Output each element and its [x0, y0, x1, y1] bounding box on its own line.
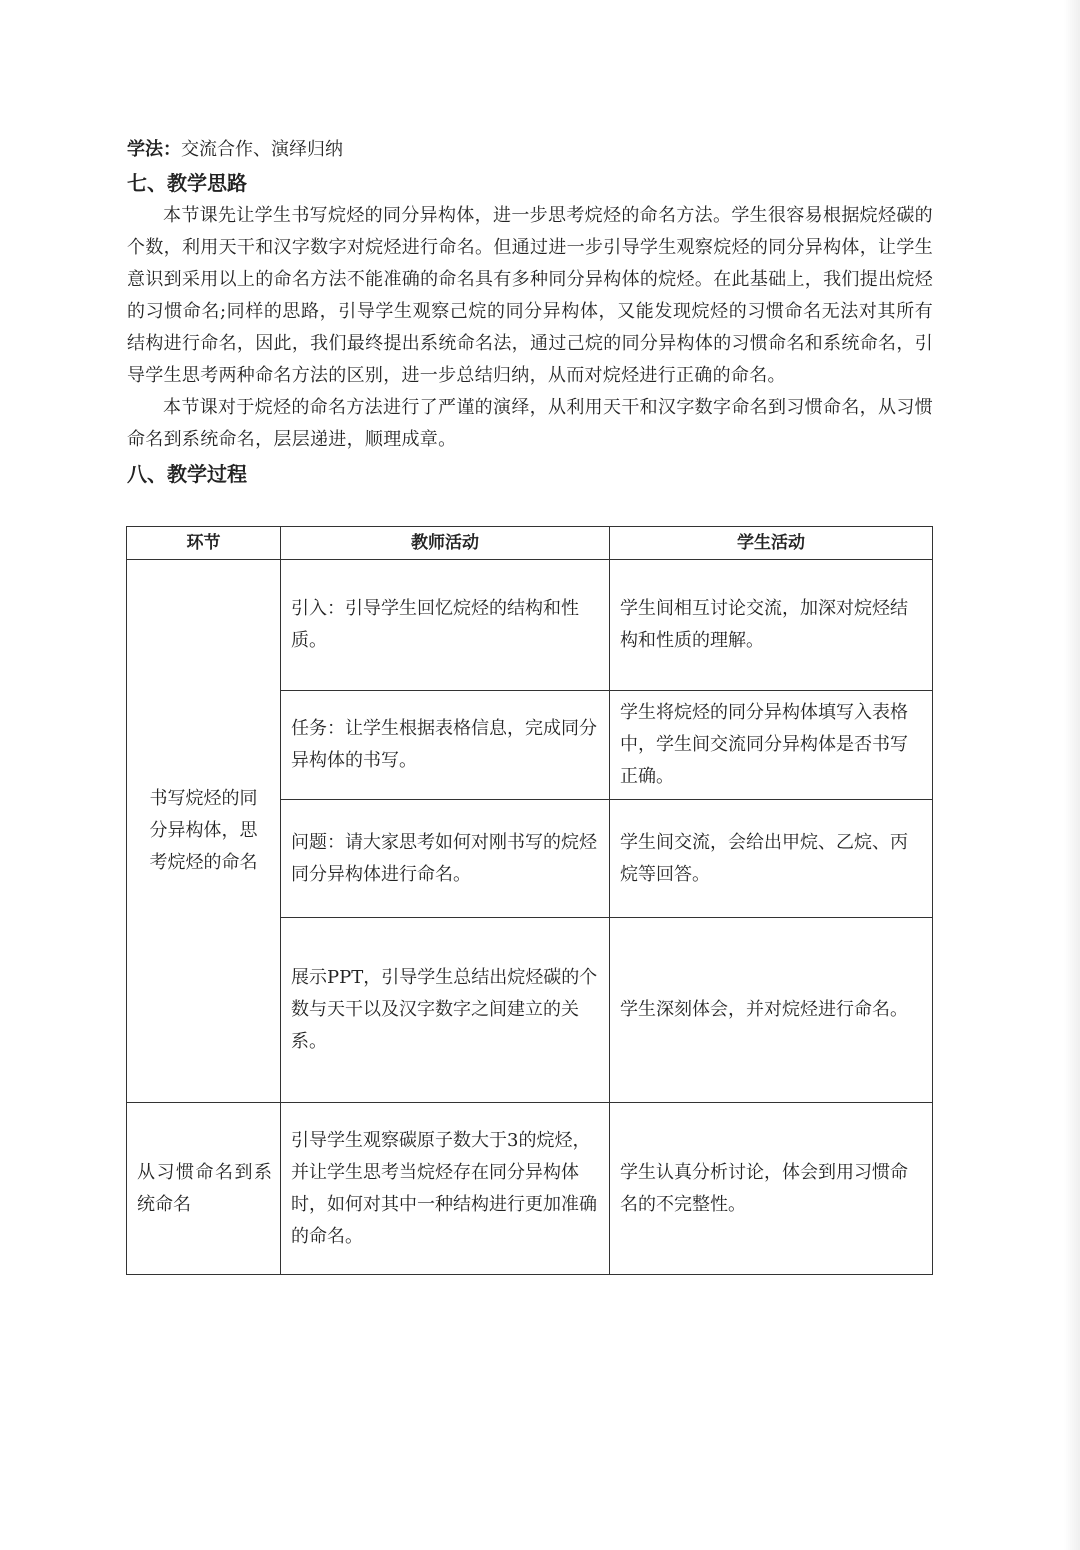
header-teacher-activity: 教师活动 [281, 527, 610, 560]
table-row [127, 1103, 933, 1275]
section-8-title: 八、教学过程 [127, 462, 247, 486]
stage-cell-1: 书写烷烃的同分异构体，思考烷烃的命名 [127, 560, 281, 1103]
student-activity-cell: 学生间相互讨论交流，加深对烷烃结构和性质的理解。 [610, 560, 933, 691]
teacher-activity-cell: 引入：引导学生回忆烷烃的结构和性质。 [281, 560, 610, 691]
header-stage: 环节 [127, 527, 281, 560]
teacher-activity-cell: 问题：请大家思考如何对刚书写的烷烃同分异构体进行命名。 [281, 800, 610, 918]
page-edge-shadow [1064, 0, 1080, 1550]
teacher-activity-cell: 展示PPT，引导学生总结出烷烃碳的个数与天干以及汉字数字之间建立的关系。 [281, 918, 610, 1103]
header-student-activity: 学生活动 [610, 527, 933, 560]
teacher-activity-cell: 任务：让学生根据表格信息，完成同分异构体的书写。 [281, 691, 610, 800]
student-activity-cell: 学生间交流，会给出甲烷、乙烷、丙烷等回答。 [610, 800, 933, 918]
learning-method-line [127, 134, 933, 166]
student-activity-cell: 学生将烷烃的同分异构体填写入表格中，学生间交流同分异构体是否书写正确。 [610, 691, 933, 800]
document-body [127, 134, 933, 491]
section-7-paragraph-2: 本节课对于烷烃的命名方法进行了严谨的演绎，从利用天干和汉字数字命名到习惯命名，从习惯命名到系统命名，层层递进，顺理成章。 [127, 397, 933, 450]
stage-cell-2: 从习惯命名到系统命名 [127, 1103, 281, 1275]
learning-method-label: 学法： [127, 139, 181, 160]
student-activity-cell: 学生深刻体会，并对烷烃进行命名。 [610, 918, 933, 1103]
section-7-paragraph-1: 本节课先让学生书写烷烃的同分异构体，进一步思考烷烃的命名方法。学生很容易根据烷烃碳的个数，利用天干和汉字数字对烷烃进行命名。但通过进一步引导学生观察烷烃的同分异构体，让学生意识到采用以上的命名方法不能准确的命名具有多种同分异构体的烷烃。在此基础上，我们提出烷烃的习惯命名;同样的思路，引导学生观察己烷的同分异构体，又能发现烷烃的习惯命名无法对其所有结构进行命名，因此，我们最终提出系统命名法，通过己烷的同分异构体的习惯命名和系统命名，引导学生思考两种命名方法的区别，进一步总结归纳，从而对烷烃进行正确的命名。 [127, 205, 933, 386]
teaching-process-table [126, 526, 933, 1275]
section-7-title: 七、教学思路 [127, 171, 247, 195]
table-header-row [127, 527, 933, 560]
student-activity-cell: 学生认真分析讨论，体会到用习惯命名的不完整性。 [610, 1103, 933, 1275]
table-row [127, 560, 933, 691]
learning-method-value: 交流合作、演绎归纳 [181, 139, 343, 160]
teacher-activity-cell: 引导学生观察碳原子数大于3的烷烃，并让学生思考当烷烃存在同分异构体时，如何对其中一种结构进行更加准确的命名。 [281, 1103, 610, 1275]
